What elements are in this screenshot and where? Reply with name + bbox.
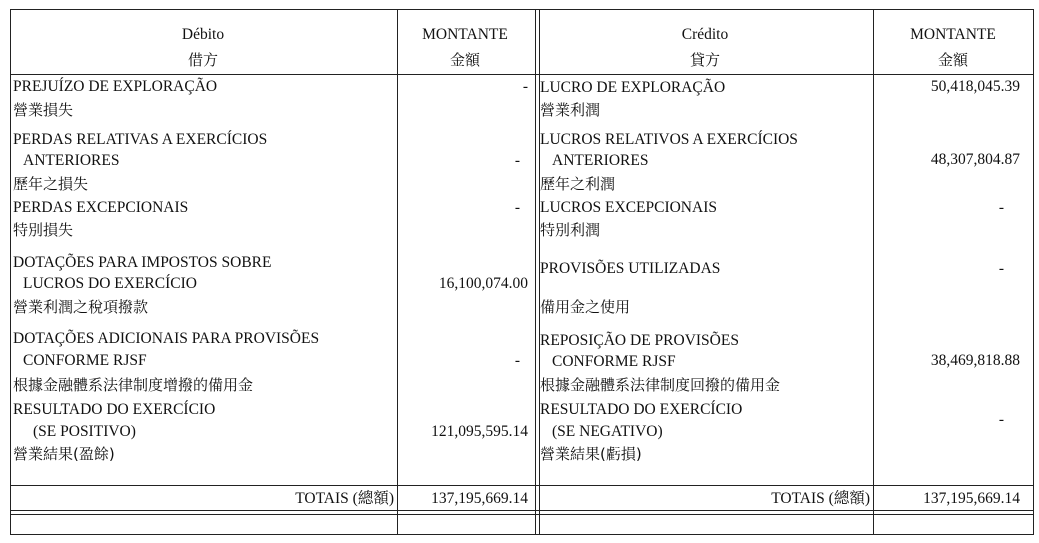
debit-row-label-zh: 營業結果(盈餘) [13,445,115,463]
debit-total-amount: 137,195,669.14 [431,490,528,507]
debit-row-label: ANTERIORES [23,152,120,169]
credit-row-label-zh: 特別利潤 [540,221,601,239]
credit-row-amount: 38,469,818.88 [930,352,1020,369]
column-divider [535,10,536,534]
credit-row-label: RESULTADO DO EXERCÍCIO [540,401,743,418]
debit-row-label: PERDAS EXCEPCIONAIS [13,199,189,216]
credit-row-label-zh: 營業利潤 [540,101,601,119]
credit-row-label-zh: 備用金之使用 [540,298,631,316]
debit-row-amount: - [514,199,520,216]
credit-row-label: LUCROS RELATIVOS A EXERCÍCIOS [540,131,798,148]
debit-row-label: DOTAÇÕES PARA IMPOSTOS SOBRE [13,254,272,271]
debit-row-label: LUCROS DO EXERCÍCIO [23,275,197,292]
debit-header-title: Débito [181,26,225,43]
debit-row-label-zh: 營業利潤之稅項撥款 [13,298,149,316]
debit-row-label: PERDAS RELATIVAS A EXERCÍCIOS [13,131,268,148]
credit-row-label: LUCROS EXCEPCIONAIS [540,199,717,216]
debit-row-amount: 16,100,074.00 [438,275,528,292]
total-separator [11,510,1033,511]
credit-row-amount: - [998,260,1004,277]
credit-row-label-zh: 根據金融體系法律制度回撥的備用金 [540,376,781,394]
total-separator [11,485,1033,486]
credit-row-label: PROVISÕES UTILIZADAS [540,260,721,277]
debit-amount-header-zh: 金額 [449,51,480,69]
credit-row-label: LUCRO DE EXPLORAÇÃO [540,79,726,96]
credit-amount-header: MONTANTE [910,26,996,43]
credit-header-title-zh: 貸方 [689,51,720,69]
credit-total-amount: 137,195,669.14 [923,490,1020,507]
credit-row-label: ANTERIORES [552,152,649,169]
credit-row-label-zh: 歷年之利潤 [540,175,616,193]
debit-row-amount: - [514,152,520,169]
debit-row-label-zh: 特別損失 [13,221,74,239]
credit-total-label: TOTAIS (總額) [771,490,870,507]
credit-row-label: REPOSIÇÃO DE PROVISÕES [540,332,739,349]
debit-row-label: (SE POSITIVO) [33,423,136,440]
debit-row-label-zh: 根據金融體系法律制度增撥的備用金 [13,376,254,394]
credit-row-label: CONFORME RJSF [552,353,676,370]
debit-row-label: RESULTADO DO EXERCÍCIO [13,401,216,418]
credit-header-title: Crédito [681,26,729,43]
header-separator [11,74,1033,75]
total-separator [11,514,1033,515]
credit-row-amount: - [998,411,1004,428]
debit-row-label: DOTAÇÕES ADICIONAIS PARA PROVISÕES [13,330,320,347]
debit-row-label: PREJUÍZO DE EXPLORAÇÃO [13,78,218,95]
credit-row-label: (SE NEGATIVO) [552,423,663,440]
debit-row-label-zh: 營業損失 [13,101,74,119]
debit-row-amount: 121,095,595.14 [431,423,528,440]
debit-row-label: CONFORME RJSF [23,352,147,369]
debit-row-amount: - [522,78,528,95]
credit-amount-header-zh: 金額 [937,51,968,69]
debit-row-label-zh: 歷年之損失 [13,175,89,193]
debit-row-amount: - [514,352,520,369]
debit-header-title-zh: 借方 [187,51,218,69]
credit-row-label-zh: 營業結果(虧損) [540,445,642,463]
credit-row-amount: 50,418,045.39 [930,78,1020,95]
credit-row-amount: 48,307,804.87 [930,151,1020,168]
credit-row-amount: - [998,199,1004,216]
debit-amount-header: MONTANTE [422,26,508,43]
debit-total-label: TOTAIS (總額) [295,490,394,507]
